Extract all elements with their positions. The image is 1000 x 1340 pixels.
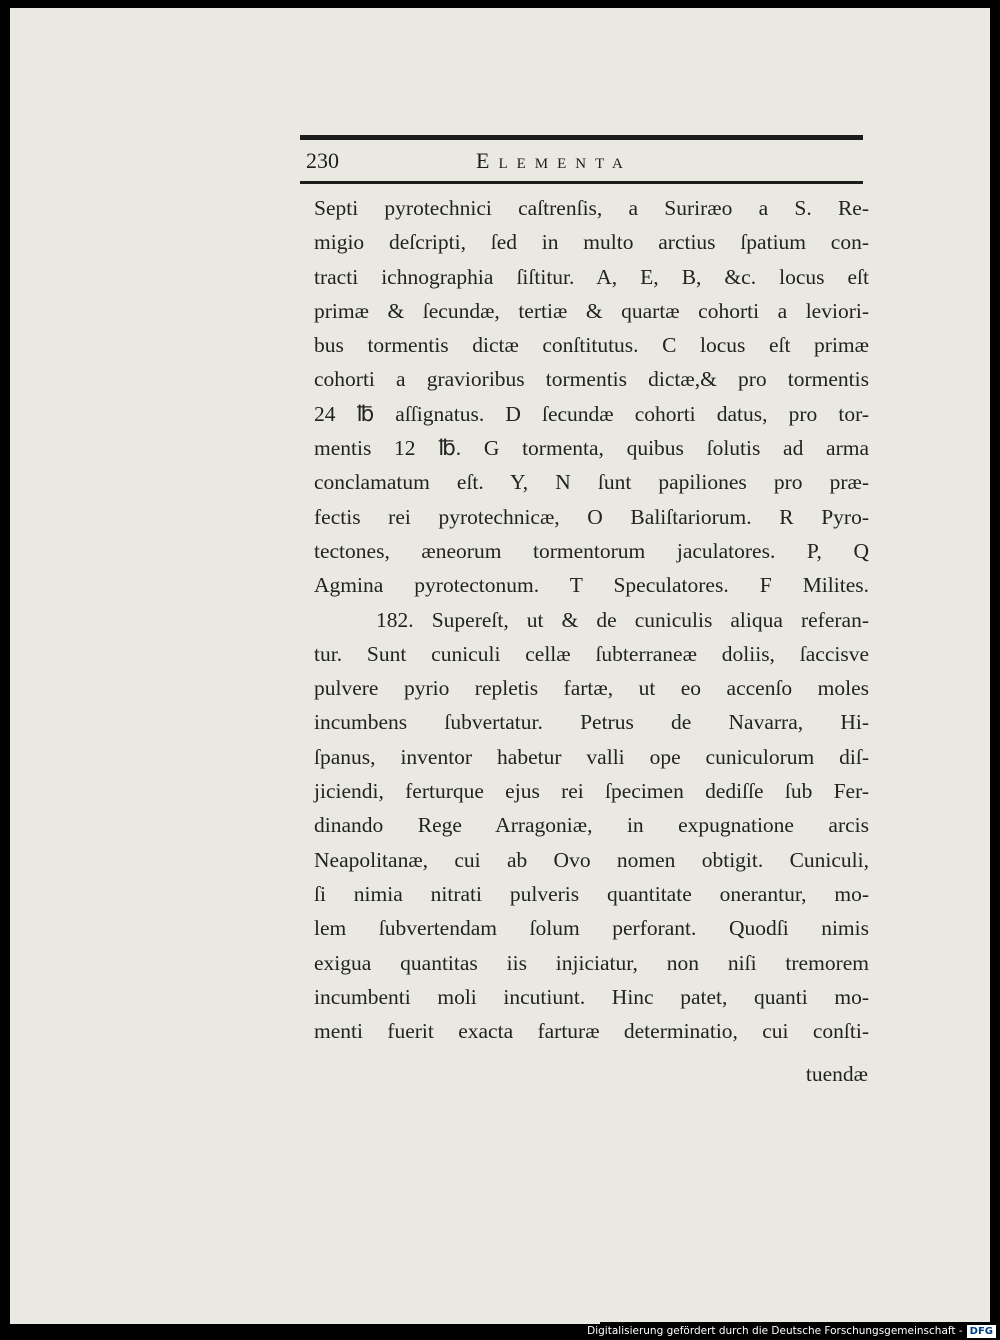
text-line: lem ſubvertendam ſolum perforant. Quodſi nimis	[314, 916, 869, 941]
text-line: incumbens ſubvertatur. Petrus de Navarra, Hi-	[314, 710, 869, 735]
text-line: primæ & ſecundæ, tertiæ & quartæ cohorti a leviori-	[314, 298, 869, 323]
text-line: migio deſcripti, ſed in multo arctius ſpatium con-	[314, 230, 869, 255]
text-line: cohorti a gravioribus tormentis dictæ,& pro tormentis	[314, 367, 869, 392]
text-line: menti fuerit exacta farturæ determinatio, cui conſti-	[314, 1019, 869, 1044]
header-rule-bottom	[300, 181, 863, 184]
text-line: Neapolitanæ, cui ab Ovo nomen obtigit. Cuniculi,	[314, 847, 869, 872]
text-line: fectis rei pyrotechnicæ, O Baliſtariorum. R Pyro-	[314, 504, 869, 529]
text-line: pulvere pyrio repletis fartæ, ut eo accenſo moles	[314, 676, 869, 701]
text-line: incumbenti moli incutiunt. Hinc patet, quanti mo-	[314, 984, 869, 1009]
text-line: dinando Rege Arragoniæ, in expugnatione arcis	[314, 813, 869, 838]
text-line: tectones, æneorum tormentorum jaculatores. P, Q	[314, 538, 869, 563]
running-head	[306, 146, 863, 178]
text-line: exigua quantitas iis injiciatur, non niſi tremorem	[314, 950, 869, 975]
dfg-logo-icon: DFG	[967, 1325, 996, 1338]
text-line: jiciendi, ferturque ejus rei ſpecimen dediſſe ſub Fer-	[314, 779, 869, 804]
text-line: Septi pyrotechnici caſtrenſis, a Suriræo a S. Re-	[314, 196, 869, 220]
text-line: 182. Supereſt, ut & de cuniculis aliqua referan-	[376, 607, 869, 632]
book-page	[10, 8, 990, 1324]
text-line: bus tormentis dictæ conſtitutus. C locus eſt primæ	[314, 333, 869, 358]
page-number: 230	[306, 148, 339, 173]
header-rule-top	[300, 135, 863, 140]
text-line: conclamatum eſt. Y, N ſunt papiliones pro præ-	[314, 470, 869, 495]
catchword: tuendæ	[805, 1062, 868, 1086]
text-line: mentis 12 ℔. G tormenta, quibus ſolutis ad arma	[314, 436, 869, 461]
running-title: Elementa	[476, 148, 632, 173]
body-text	[314, 191, 869, 1048]
text-line: ſi nimia nitrati pulveris quantitate onerantur, mo-	[314, 881, 869, 906]
footer-credit: Digitalisierung gefördert durch die Deutsche Forschungsgemeinschaft -	[587, 1325, 963, 1337]
text-line: Agmina pyrotectonum. T Speculatores. F Milites.	[314, 573, 869, 598]
text-line: ſpanus, inventor habetur valli ope cuniculorum diſ-	[314, 744, 869, 769]
text-line: tracti ichnographia ſiſtitur. A, E, B, &c. locus eſt	[314, 264, 869, 289]
digitization-footer	[587, 1322, 1000, 1340]
text-line: 24 ℔ aſſignatus. D ſecundæ cohorti datus, pro tor-	[314, 401, 869, 426]
text-line: tur. Sunt cuniculi cellæ ſubterraneæ doliis, ſaccisve	[314, 641, 869, 666]
